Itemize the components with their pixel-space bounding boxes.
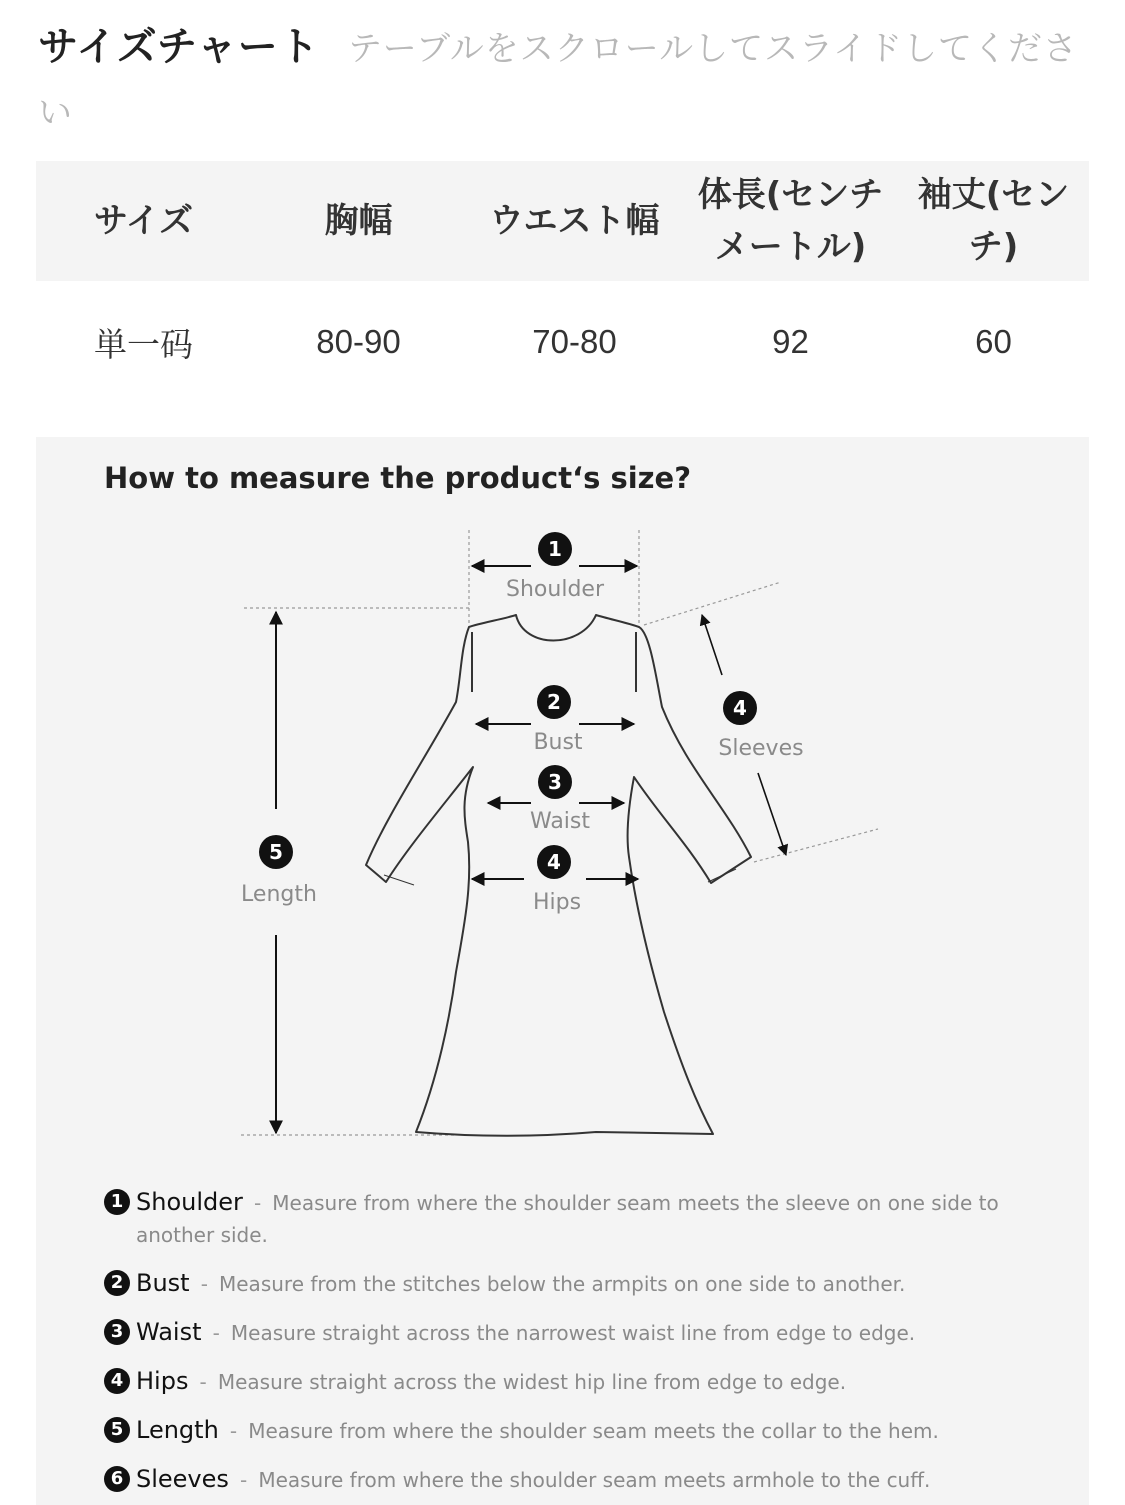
bust-label: Bust [533, 730, 583, 755]
hips-label: Hips [532, 890, 582, 915]
legend-name: Length [136, 1416, 219, 1444]
bust-number: 2 [547, 690, 561, 714]
column-header-sleeve: 袖丈(センチ) [898, 161, 1089, 281]
legend-number: 3 [104, 1319, 130, 1345]
legend-separator: - [253, 1191, 262, 1215]
cell-waist: 70-80 [532, 323, 617, 360]
legend-number: 4 [104, 1368, 130, 1394]
hips-number: 4 [547, 850, 561, 874]
legend-name: Shoulder [136, 1188, 243, 1216]
column-header-bust: 胸幅 [251, 161, 466, 281]
legend-separator: - [229, 1419, 238, 1443]
legend-number: 6 [104, 1466, 130, 1492]
legend-name: Bust [136, 1269, 190, 1297]
length-measure [241, 612, 317, 1133]
cell-size: 単一码 [94, 324, 193, 364]
legend-description: Measure from where the shoulder seam meets armhole to the cuff. [258, 1468, 931, 1492]
legend-separator: - [199, 1370, 207, 1394]
waist-number: 3 [548, 770, 562, 794]
legend-number: 2 [104, 1270, 130, 1296]
size-chart-table[interactable] [36, 161, 1089, 403]
legend-name: Sleeves [136, 1465, 229, 1493]
legend-item-sleeves [104, 1464, 1044, 1497]
bust-measure [476, 685, 634, 755]
table-row [36, 281, 1089, 403]
legend-description: Measure straight across the widest hip line from edge to edge. [217, 1370, 847, 1394]
dress-measurement-diagram [36, 437, 1089, 1157]
legend-description: Measure from the stitches below the armpits on one side to another. [219, 1272, 906, 1296]
cell-bust: 80-90 [316, 323, 401, 360]
page-title: サイズチャート [38, 24, 320, 70]
legend-item-hips [104, 1366, 1044, 1399]
legend-description: Measure straight across the narrowest waist line from edge to edge. [230, 1321, 916, 1345]
sleeves-label: Sleeves [718, 736, 804, 761]
legend-separator: - [212, 1321, 220, 1345]
length-number: 5 [269, 840, 283, 864]
hips-measure [472, 845, 638, 915]
legend-description: Measure from where the shoulder seam meets the sleeve on one side to another side. [136, 1191, 999, 1247]
column-header-length: 体長(センチメートル) [683, 161, 898, 281]
legend-name: Waist [136, 1318, 202, 1346]
shoulder-number: 1 [548, 537, 562, 561]
legend-name: Hips [136, 1367, 189, 1395]
header [38, 18, 1088, 148]
legend-item-waist [104, 1317, 1044, 1350]
scroll-hint: テーブルをスクロールしてスライドしてください [38, 29, 1079, 133]
legend-description: Measure from where the shoulder seam meets the collar to the hem. [248, 1419, 939, 1443]
column-header-size: サイズ [36, 161, 251, 281]
measurement-guide [36, 437, 1089, 1505]
sleeves-number: 4 [733, 696, 747, 720]
legend-number: 5 [104, 1417, 130, 1443]
waist-label: Waist [529, 809, 591, 834]
cell-length: 92 [772, 323, 809, 360]
legend-separator: - [200, 1272, 208, 1296]
legend-item-bust [104, 1268, 1044, 1301]
legend-item-length [104, 1415, 1044, 1448]
sleeves-measure [702, 615, 804, 855]
guide-title: How to measure the product‘s size? [104, 461, 692, 495]
measurement-legend [104, 1187, 1044, 1505]
legend-number: 1 [104, 1189, 130, 1215]
waist-measure [488, 765, 624, 834]
length-label: Length [241, 882, 317, 907]
shoulder-label: Shoulder [506, 577, 604, 602]
table-header-row [36, 161, 1089, 281]
legend-item-shoulder [104, 1187, 1044, 1252]
cell-sleeve: 60 [975, 323, 1012, 360]
legend-separator: - [240, 1468, 248, 1492]
shoulder-measure [472, 532, 637, 602]
column-header-waist: ウエスト幅 [466, 161, 683, 281]
